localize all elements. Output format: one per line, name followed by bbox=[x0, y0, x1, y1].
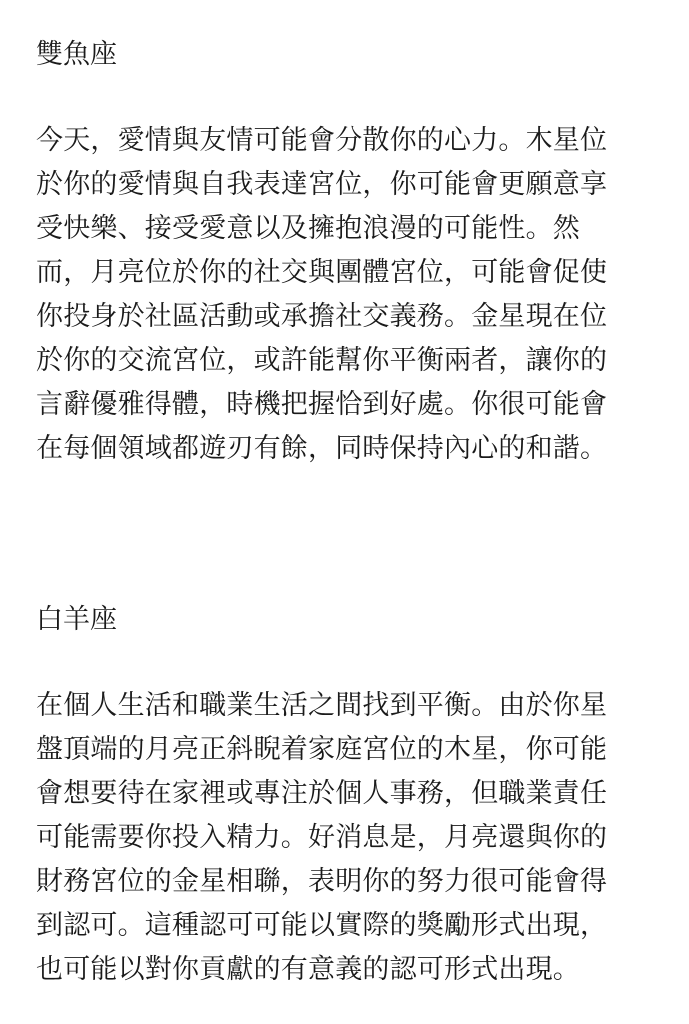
body-line: 而，月亮位於你的社交與團體宮位，可能會促使 bbox=[36, 257, 608, 288]
body-line: 會想要待在家裡或專注於個人事務，但職業責任 bbox=[36, 778, 608, 809]
section-title-pisces: 雙魚座 bbox=[36, 39, 117, 70]
body-line: 可能需要你投入精力。好消息是，月亮還與你的 bbox=[36, 822, 608, 853]
section-body-pisces bbox=[36, 119, 607, 471]
body-line: 言辭優雅得體，時機把握恰到好處。你很可能會 bbox=[36, 389, 608, 420]
body-line: 在每個領域都遊刃有餘，同時保持內心的和諧。 bbox=[36, 433, 608, 464]
body-line: 於你的交流宮位，或許能幫你平衡兩者，讓你的 bbox=[36, 345, 608, 376]
body-line: 於你的愛情與自我表達宮位，你可能會更願意享 bbox=[36, 169, 608, 200]
section-body-aries bbox=[36, 684, 607, 992]
body-line: 到認可。這種認可可能以實際的獎勵形式出現， bbox=[36, 910, 608, 941]
body-line: 也可能以對你貢獻的有意義的認可形式出現。 bbox=[36, 954, 580, 985]
section-title-aries: 白羊座 bbox=[36, 604, 117, 635]
body-line: 受快樂、接受愛意以及擁抱浪漫的可能性。然 bbox=[36, 213, 580, 244]
body-line: 你投身於社區活動或承擔社交義務。金星現在位 bbox=[36, 301, 608, 332]
body-line: 盤頂端的月亮正斜睨着家庭宮位的木星，你可能 bbox=[36, 734, 608, 765]
body-line: 財務宮位的金星相聯，表明你的努力很可能會得 bbox=[36, 866, 608, 897]
body-line: 在個人生活和職業生活之間找到平衡。由於你星 bbox=[36, 690, 608, 721]
body-line: 今天，愛情與友情可能會分散你的心力。木星位 bbox=[36, 125, 608, 156]
